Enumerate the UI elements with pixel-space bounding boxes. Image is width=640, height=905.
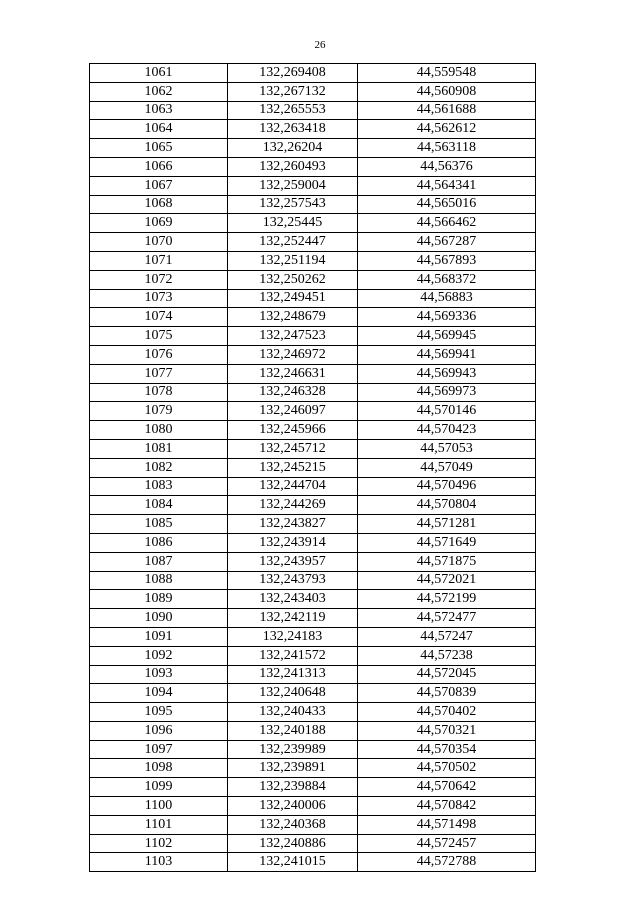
- latitude-cell: 44,56376: [358, 157, 536, 176]
- point-number-cell: 1087: [90, 552, 228, 571]
- longitude-cell: 132,247523: [228, 327, 358, 346]
- point-number-cell: 1101: [90, 815, 228, 834]
- table-row: [90, 815, 536, 834]
- point-number-cell: 1093: [90, 665, 228, 684]
- table-row: [90, 251, 536, 270]
- longitude-cell: 132,245215: [228, 458, 358, 477]
- table-row: [90, 176, 536, 195]
- point-number-cell: 1080: [90, 421, 228, 440]
- longitude-cell: 132,246972: [228, 345, 358, 364]
- longitude-cell: 132,240433: [228, 703, 358, 722]
- point-number-cell: 1085: [90, 515, 228, 534]
- longitude-cell: 132,24183: [228, 627, 358, 646]
- longitude-cell: 132,245712: [228, 439, 358, 458]
- point-number-cell: 1099: [90, 778, 228, 797]
- longitude-cell: 132,26204: [228, 139, 358, 158]
- table-row: [90, 157, 536, 176]
- longitude-cell: 132,239989: [228, 740, 358, 759]
- point-number-cell: 1067: [90, 176, 228, 195]
- latitude-cell: 44,561688: [358, 101, 536, 120]
- point-number-cell: 1069: [90, 214, 228, 233]
- longitude-cell: 132,241572: [228, 646, 358, 665]
- point-number-cell: 1076: [90, 345, 228, 364]
- longitude-cell: 132,263418: [228, 120, 358, 139]
- point-number-cell: 1063: [90, 101, 228, 120]
- table-row: [90, 740, 536, 759]
- longitude-cell: 132,240886: [228, 834, 358, 853]
- latitude-cell: 44,571281: [358, 515, 536, 534]
- latitude-cell: 44,567287: [358, 233, 536, 252]
- longitude-cell: 132,243793: [228, 571, 358, 590]
- point-number-cell: 1062: [90, 82, 228, 101]
- point-number-cell: 1096: [90, 721, 228, 740]
- latitude-cell: 44,570839: [358, 684, 536, 703]
- table-row: [90, 458, 536, 477]
- table-row: [90, 308, 536, 327]
- table-row: [90, 627, 536, 646]
- point-number-cell: 1103: [90, 853, 228, 872]
- latitude-cell: 44,569336: [358, 308, 536, 327]
- longitude-cell: 132,248679: [228, 308, 358, 327]
- latitude-cell: 44,570496: [358, 477, 536, 496]
- latitude-cell: 44,560908: [358, 82, 536, 101]
- page-number: 26: [314, 39, 326, 51]
- longitude-cell: 132,260493: [228, 157, 358, 176]
- longitude-cell: 132,239884: [228, 778, 358, 797]
- latitude-cell: 44,570423: [358, 421, 536, 440]
- latitude-cell: 44,56883: [358, 289, 536, 308]
- table-row: [90, 195, 536, 214]
- latitude-cell: 44,570842: [358, 797, 536, 816]
- latitude-cell: 44,572021: [358, 571, 536, 590]
- latitude-cell: 44,570804: [358, 496, 536, 515]
- table-row: [90, 214, 536, 233]
- latitude-cell: 44,569945: [358, 327, 536, 346]
- latitude-cell: 44,571649: [358, 533, 536, 552]
- latitude-cell: 44,572045: [358, 665, 536, 684]
- latitude-cell: 44,572788: [358, 853, 536, 872]
- point-number-cell: 1102: [90, 834, 228, 853]
- table-row: [90, 609, 536, 628]
- table-row: [90, 101, 536, 120]
- longitude-cell: 132,25445: [228, 214, 358, 233]
- latitude-cell: 44,569943: [358, 364, 536, 383]
- point-number-cell: 1064: [90, 120, 228, 139]
- table-row: [90, 345, 536, 364]
- point-number-cell: 1084: [90, 496, 228, 515]
- point-number-cell: 1100: [90, 797, 228, 816]
- longitude-cell: 132,240368: [228, 815, 358, 834]
- latitude-cell: 44,570321: [358, 721, 536, 740]
- table-row: [90, 778, 536, 797]
- point-number-cell: 1079: [90, 402, 228, 421]
- latitude-cell: 44,57053: [358, 439, 536, 458]
- table-row: [90, 120, 536, 139]
- point-number-cell: 1070: [90, 233, 228, 252]
- table-row: [90, 646, 536, 665]
- point-number-cell: 1095: [90, 703, 228, 722]
- longitude-cell: 132,250262: [228, 270, 358, 289]
- point-number-cell: 1075: [90, 327, 228, 346]
- point-number-cell: 1092: [90, 646, 228, 665]
- point-number-cell: 1081: [90, 439, 228, 458]
- point-number-cell: 1097: [90, 740, 228, 759]
- table-row: [90, 364, 536, 383]
- table-row: [90, 834, 536, 853]
- latitude-cell: 44,565016: [358, 195, 536, 214]
- table-row: [90, 703, 536, 722]
- point-number-cell: 1078: [90, 383, 228, 402]
- point-number-cell: 1066: [90, 157, 228, 176]
- point-number-cell: 1077: [90, 364, 228, 383]
- point-number-cell: 1061: [90, 64, 228, 83]
- point-number-cell: 1071: [90, 251, 228, 270]
- latitude-cell: 44,567893: [358, 251, 536, 270]
- latitude-cell: 44,571498: [358, 815, 536, 834]
- coordinates-table: [89, 63, 536, 872]
- longitude-cell: 132,244269: [228, 496, 358, 515]
- latitude-cell: 44,572477: [358, 609, 536, 628]
- point-number-cell: 1089: [90, 590, 228, 609]
- longitude-cell: 132,251194: [228, 251, 358, 270]
- latitude-cell: 44,57049: [358, 458, 536, 477]
- longitude-cell: 132,240006: [228, 797, 358, 816]
- latitude-cell: 44,568372: [358, 270, 536, 289]
- longitude-cell: 132,243403: [228, 590, 358, 609]
- point-number-cell: 1086: [90, 533, 228, 552]
- table-row: [90, 421, 536, 440]
- latitude-cell: 44,564341: [358, 176, 536, 195]
- table-row: [90, 533, 536, 552]
- longitude-cell: 132,269408: [228, 64, 358, 83]
- latitude-cell: 44,570402: [358, 703, 536, 722]
- table-row: [90, 477, 536, 496]
- table-row: [90, 496, 536, 515]
- latitude-cell: 44,569973: [358, 383, 536, 402]
- point-number-cell: 1094: [90, 684, 228, 703]
- latitude-cell: 44,562612: [358, 120, 536, 139]
- point-number-cell: 1090: [90, 609, 228, 628]
- longitude-cell: 132,245966: [228, 421, 358, 440]
- table-row: [90, 571, 536, 590]
- latitude-cell: 44,570146: [358, 402, 536, 421]
- table-row: [90, 383, 536, 402]
- table-row: [90, 327, 536, 346]
- latitude-cell: 44,570642: [358, 778, 536, 797]
- longitude-cell: 132,241015: [228, 853, 358, 872]
- table-row: [90, 684, 536, 703]
- point-number-cell: 1091: [90, 627, 228, 646]
- table-row: [90, 139, 536, 158]
- longitude-cell: 132,249451: [228, 289, 358, 308]
- table-row: [90, 552, 536, 571]
- table-row: [90, 233, 536, 252]
- point-number-cell: 1072: [90, 270, 228, 289]
- longitude-cell: 132,243827: [228, 515, 358, 534]
- longitude-cell: 132,242119: [228, 609, 358, 628]
- table-row: [90, 515, 536, 534]
- table-row: [90, 759, 536, 778]
- longitude-cell: 132,241313: [228, 665, 358, 684]
- latitude-cell: 44,57238: [358, 646, 536, 665]
- coordinates-table-body: [90, 64, 536, 872]
- latitude-cell: 44,563118: [358, 139, 536, 158]
- latitude-cell: 44,57247: [358, 627, 536, 646]
- table-row: [90, 402, 536, 421]
- table-row: [90, 853, 536, 872]
- latitude-cell: 44,572199: [358, 590, 536, 609]
- longitude-cell: 132,243914: [228, 533, 358, 552]
- longitude-cell: 132,240188: [228, 721, 358, 740]
- longitude-cell: 132,246631: [228, 364, 358, 383]
- point-number-cell: 1083: [90, 477, 228, 496]
- longitude-cell: 132,244704: [228, 477, 358, 496]
- latitude-cell: 44,570354: [358, 740, 536, 759]
- point-number-cell: 1074: [90, 308, 228, 327]
- table-row: [90, 270, 536, 289]
- table-row: [90, 289, 536, 308]
- longitude-cell: 132,239891: [228, 759, 358, 778]
- point-number-cell: 1098: [90, 759, 228, 778]
- longitude-cell: 132,246097: [228, 402, 358, 421]
- point-number-cell: 1073: [90, 289, 228, 308]
- longitude-cell: 132,259004: [228, 176, 358, 195]
- latitude-cell: 44,566462: [358, 214, 536, 233]
- point-number-cell: 1068: [90, 195, 228, 214]
- table-row: [90, 64, 536, 83]
- latitude-cell: 44,572457: [358, 834, 536, 853]
- longitude-cell: 132,257543: [228, 195, 358, 214]
- latitude-cell: 44,570502: [358, 759, 536, 778]
- point-number-cell: 1082: [90, 458, 228, 477]
- point-number-cell: 1065: [90, 139, 228, 158]
- longitude-cell: 132,240648: [228, 684, 358, 703]
- longitude-cell: 132,267132: [228, 82, 358, 101]
- table-row: [90, 665, 536, 684]
- longitude-cell: 132,246328: [228, 383, 358, 402]
- table-row: [90, 439, 536, 458]
- table-row: [90, 590, 536, 609]
- point-number-cell: 1088: [90, 571, 228, 590]
- table-row: [90, 797, 536, 816]
- table-row: [90, 721, 536, 740]
- latitude-cell: 44,569941: [358, 345, 536, 364]
- latitude-cell: 44,571875: [358, 552, 536, 571]
- table-row: [90, 82, 536, 101]
- longitude-cell: 132,252447: [228, 233, 358, 252]
- longitude-cell: 132,243957: [228, 552, 358, 571]
- latitude-cell: 44,559548: [358, 64, 536, 83]
- longitude-cell: 132,265553: [228, 101, 358, 120]
